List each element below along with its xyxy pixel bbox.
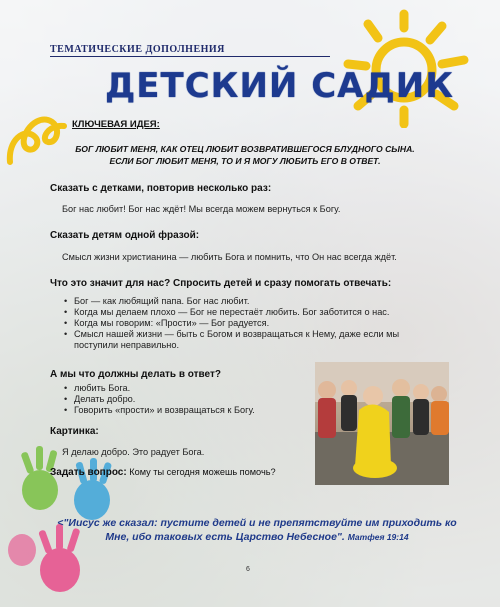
repeat-heading: Сказать с детками, повторив несколько раз: xyxy=(50,183,272,194)
meaning-heading: Что это значит для нас? Спросить детей и сразу помогать отвечать: xyxy=(50,278,392,289)
key-idea-line-2: ЕСЛИ БОГ ЛЮБИТ МЕНЯ, ТО И Я МОГУ ЛЮБИТЬ ЕГО В ОТВЕТ. xyxy=(109,156,381,166)
key-idea-text xyxy=(60,143,430,167)
key-idea-line-1: БОГ ЛЮБИТ МЕНЯ, КАК ОТЕЦ ЛЮБИТ ВОЗВРАТИВШЕГОСЯ БЛУДНОГО СЫНА. xyxy=(75,144,415,154)
response-list xyxy=(62,383,255,416)
bible-quote xyxy=(47,516,467,544)
page-title: ДЕТСКИЙ САДИК xyxy=(105,66,454,106)
list-item: • Когда мы говорим: «Прости» — Бог радуется. xyxy=(62,318,399,329)
question-text: Кому ты сегодня можешь помочь? xyxy=(126,467,276,477)
page-number: 6 xyxy=(246,566,250,573)
question-label: Задать вопрос: xyxy=(50,467,127,478)
meaning-list xyxy=(62,296,399,340)
section-divider xyxy=(50,56,330,57)
section-label: ТЕМАТИЧЕСКИЕ ДОПОЛНЕНИЯ xyxy=(50,44,225,55)
list-item: • Делать добро. xyxy=(62,394,255,405)
list-item: • Когда мы делаем плохо — Бог не перестаёт любить. Бог заботится о нас. xyxy=(62,307,399,318)
list-item: • Смысл нашей жизни — быть с Богом и возвращаться к Нему, даже если мы xyxy=(62,329,399,340)
meaning-item-continued: поступили неправильно. xyxy=(74,340,180,350)
one-phrase-text: Смысл жизни христианина — любить Бога и помнить, что Он нас всегда ждёт. xyxy=(62,252,397,262)
quote-text: <"Иисус же сказал: пустите детей и не препятствуйте им приходить ко Мне, ибо таковых есть Царство Небесное". xyxy=(57,517,457,543)
list-item: • любить Бога. xyxy=(62,383,255,394)
quote-reference: Матфея 19:14 xyxy=(347,532,409,542)
one-phrase-heading: Сказать детям одной фразой: xyxy=(50,230,200,241)
question-line xyxy=(50,467,276,478)
list-item: • Бог — как любящий папа. Бог нас любит. xyxy=(62,296,399,307)
list-item: • Говорить «прости» и возвращаться к Богу. xyxy=(62,405,255,416)
picture-text: Я делаю добро. Это радует Бога. xyxy=(62,447,205,457)
children-photo xyxy=(315,362,449,485)
picture-heading: Картинка: xyxy=(50,426,99,437)
response-heading: А мы что должны делать в ответ? xyxy=(50,369,221,380)
children-photo-image xyxy=(315,362,449,485)
repeat-text: Бог нас любит! Бог нас ждёт! Мы всегда можем вернуться к Богу. xyxy=(62,204,341,214)
key-idea-label: КЛЮЧЕВАЯ ИДЕЯ: xyxy=(72,119,160,130)
